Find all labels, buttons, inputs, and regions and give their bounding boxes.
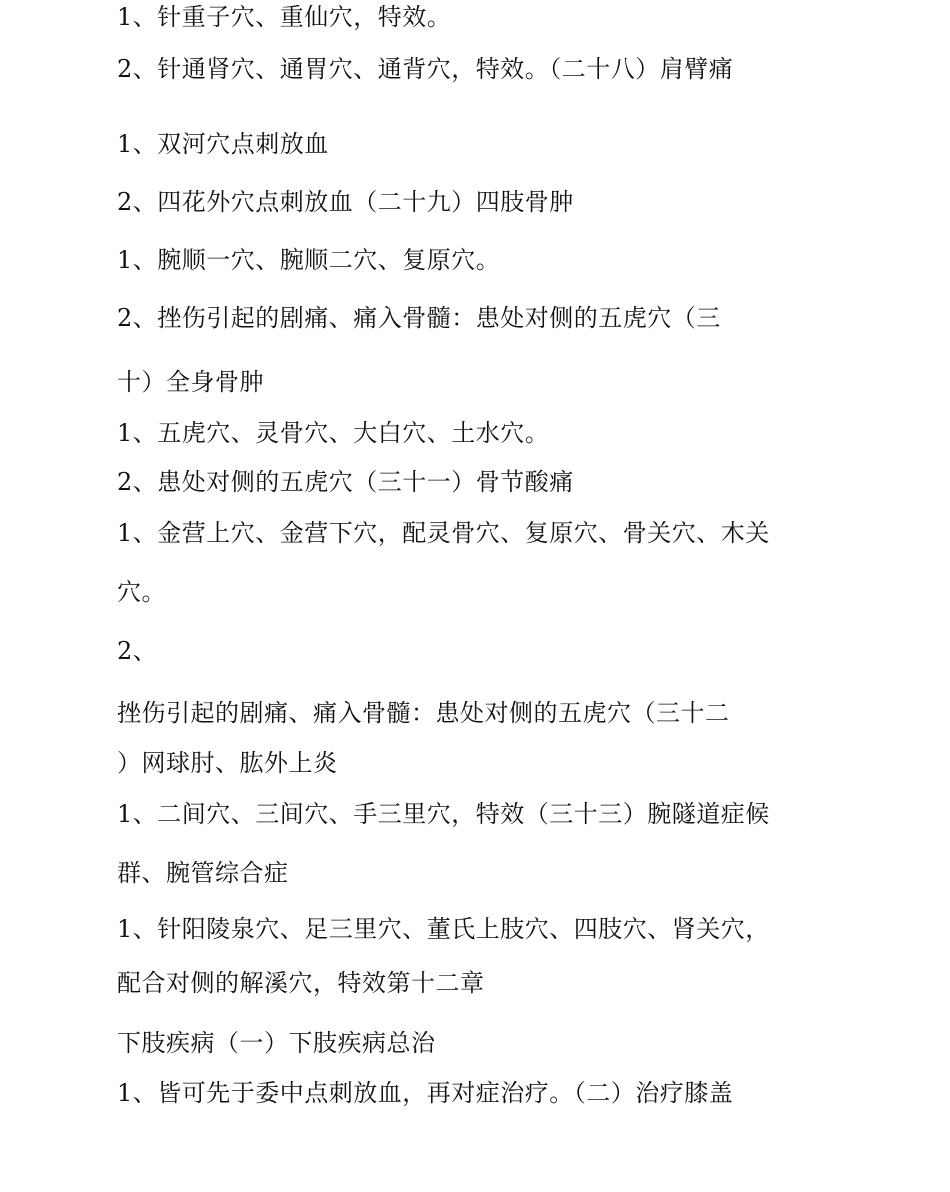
text-line: 下肢疾病（一）下肢疾病总治 (117, 1029, 436, 1057)
text-line: 1、金营上穴、金营下穴，配灵骨穴、复原穴、骨关穴、木关 (117, 519, 770, 547)
text-line: 2、 (117, 637, 158, 665)
text-line: 1、皆可先于委中点刺放血，再对症治疗。（二）治疗膝盖 (117, 1079, 734, 1107)
text-line: 2、四花外穴点刺放血（二十九）四肢骨肿 (117, 188, 574, 216)
text-line: 穴。 (117, 578, 166, 606)
text-line: 配合对侧的解溪穴，特效第十二章 (117, 969, 485, 997)
text-line: 十）全身骨肿 (117, 368, 264, 396)
text-line: 1、五虎穴、灵骨穴、大白穴、土水穴。 (117, 419, 550, 447)
text-line: 群、腕管综合症 (117, 859, 289, 887)
text-line: 2、挫伤引起的剧痛、痛入骨髓：患处对侧的五虎穴（三 (117, 304, 721, 332)
text-line: 1、二间穴、三间穴、手三里穴，特效（三十三）腕隧道症候 (117, 800, 770, 828)
text-line: 1、针重子穴、重仙穴，特效。 (117, 3, 452, 31)
text-line: 2、针通肾穴、通胃穴、通背穴，特效。（二十八）肩臂痛 (117, 55, 734, 83)
text-line: 2、患处对侧的五虎穴（三十一）骨节酸痛 (117, 468, 574, 496)
text-line: ）网球肘、肱外上炎 (117, 749, 338, 777)
text-line: 1、针阳陵泉穴、足三里穴、董氏上肢穴、四肢穴、肾关穴， (117, 915, 770, 943)
text-line: 1、腕顺一穴、腕顺二穴、复原穴。 (117, 246, 501, 274)
text-line: 挫伤引起的剧痛、痛入骨髓：患处对侧的五虎穴（三十二 (117, 699, 730, 727)
text-line: 1、双河穴点刺放血 (117, 130, 329, 158)
